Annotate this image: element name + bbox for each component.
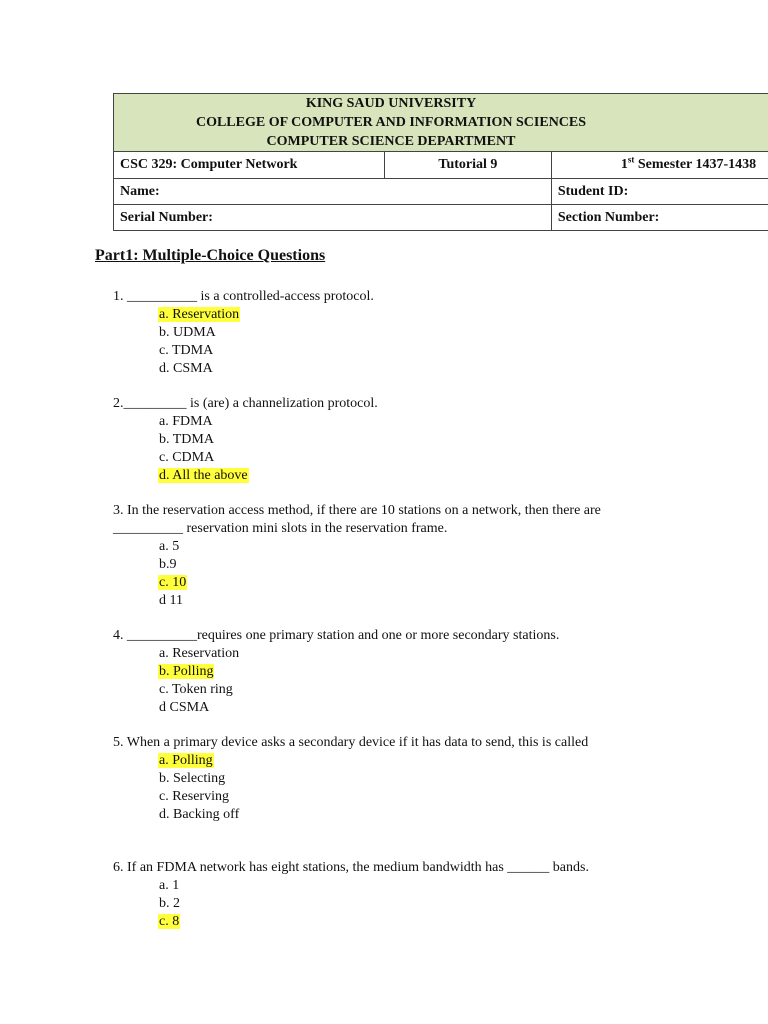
student-id-field: Student ID: — [551, 179, 768, 205]
question-4 — [0, 627, 768, 717]
answer-option — [0, 681, 768, 699]
answer-option — [0, 592, 768, 610]
college-name: COLLEGE OF COMPUTER AND INFORMATION SCIENCES — [195, 115, 587, 130]
option-label: a. 1 — [159, 878, 180, 893]
answer-option — [0, 431, 768, 449]
course-cell: CSC 329: Computer Network — [114, 152, 385, 179]
answer-option — [0, 306, 768, 324]
correct-answer-highlight: a. Reservation — [159, 307, 240, 322]
answer-option — [0, 913, 768, 931]
answer-option — [0, 895, 768, 913]
semester-number: 1 — [620, 157, 628, 172]
answer-blank: __________ — [127, 628, 197, 643]
semester-suffix: st — [627, 154, 635, 165]
question-stem — [0, 627, 653, 645]
answer-option — [0, 699, 768, 717]
correct-answer-highlight: c. 8 — [159, 914, 180, 929]
option-label: c. CDMA — [159, 450, 215, 465]
department-name: COMPUTER SCIENCE DEPARTMENT — [266, 134, 516, 149]
correct-answer-highlight: c. 10 — [159, 575, 187, 590]
question-text: If an FDMA network has eight stations, the medium bandwidth has ______ bands. — [123, 860, 589, 875]
question-number: 6. — [113, 860, 124, 875]
question-number: 1. — [113, 289, 124, 304]
answer-option — [0, 449, 768, 467]
option-label: b. 2 — [159, 896, 180, 911]
tutorial-cell: Tutorial 9 — [385, 152, 552, 179]
option-label: a. Reservation — [159, 646, 240, 661]
option-label: d. CSMA — [159, 361, 213, 376]
option-label: b. UDMA — [159, 325, 216, 340]
option-label: d. Backing off — [159, 807, 240, 822]
answer-option — [0, 645, 768, 663]
answer-option — [0, 467, 768, 485]
institution-header — [114, 94, 768, 152]
question-number: 2. — [113, 396, 124, 411]
answer-option — [0, 342, 768, 360]
option-label: d CSMA — [159, 700, 210, 715]
question-3 — [0, 502, 768, 610]
answer-option — [0, 770, 768, 788]
question-number: 3. — [113, 503, 124, 518]
answer-option — [0, 538, 768, 556]
option-label: c. Token ring — [159, 682, 233, 697]
option-label: b.9 — [159, 557, 177, 572]
question-6 — [0, 859, 768, 931]
part-title: Part1: Multiple-Choice Questions — [95, 247, 326, 264]
serial-number-field: Serial Number: — [114, 205, 552, 231]
answer-option — [0, 574, 768, 592]
answer-option — [0, 877, 768, 895]
answer-blank: _________ — [123, 396, 187, 411]
question-stem — [0, 502, 653, 538]
answer-blank: __________ — [127, 289, 197, 304]
university-name: KING SAUD UNIVERSITY — [305, 96, 477, 111]
answer-option — [0, 556, 768, 574]
section-number-field: Section Number: — [551, 205, 768, 231]
question-text-post: is (are) a channelization protocol. — [186, 396, 378, 411]
answer-option — [0, 752, 768, 770]
option-label: a. FDMA — [159, 414, 213, 429]
question-1 — [0, 288, 768, 378]
course-header-table — [113, 93, 768, 231]
question-text-post: is a controlled-access protocol. — [197, 289, 374, 304]
option-label: c. TDMA — [159, 343, 214, 358]
question-text: In the reservation access method, if there are 10 stations on a network, then there are __________ reservation mini slots in the reservation frame. — [113, 503, 601, 536]
name-field: Name: — [114, 179, 552, 205]
question-text-post: requires one primary station and one or more secondary stations. — [197, 628, 560, 643]
answer-option — [0, 788, 768, 806]
answer-option — [0, 663, 768, 681]
semester-text: Semester 1437-1438 — [634, 157, 757, 172]
answer-option — [0, 806, 768, 824]
option-label: a. 5 — [159, 539, 180, 554]
correct-answer-highlight: a. Polling — [159, 753, 213, 768]
question-2 — [0, 395, 768, 485]
question-stem — [0, 859, 653, 877]
question-stem — [0, 734, 653, 752]
question-stem — [0, 395, 653, 413]
semester-cell — [551, 152, 768, 179]
option-label: b. TDMA — [159, 432, 214, 447]
question-5 — [0, 734, 768, 824]
answer-option — [0, 413, 768, 431]
option-label: b. Selecting — [159, 771, 226, 786]
question-number: 5. — [113, 735, 124, 750]
question-stem — [0, 288, 653, 306]
question-number: 4. — [113, 628, 124, 643]
question-text: When a primary device asks a secondary device if it has data to send, this is called — [123, 735, 589, 750]
correct-answer-highlight: b. Polling — [159, 664, 214, 679]
option-label: c. Reserving — [159, 789, 229, 804]
correct-answer-highlight: d. All the above — [159, 468, 248, 483]
answer-option — [0, 360, 768, 378]
option-label: d 11 — [159, 593, 183, 608]
answer-option — [0, 324, 768, 342]
